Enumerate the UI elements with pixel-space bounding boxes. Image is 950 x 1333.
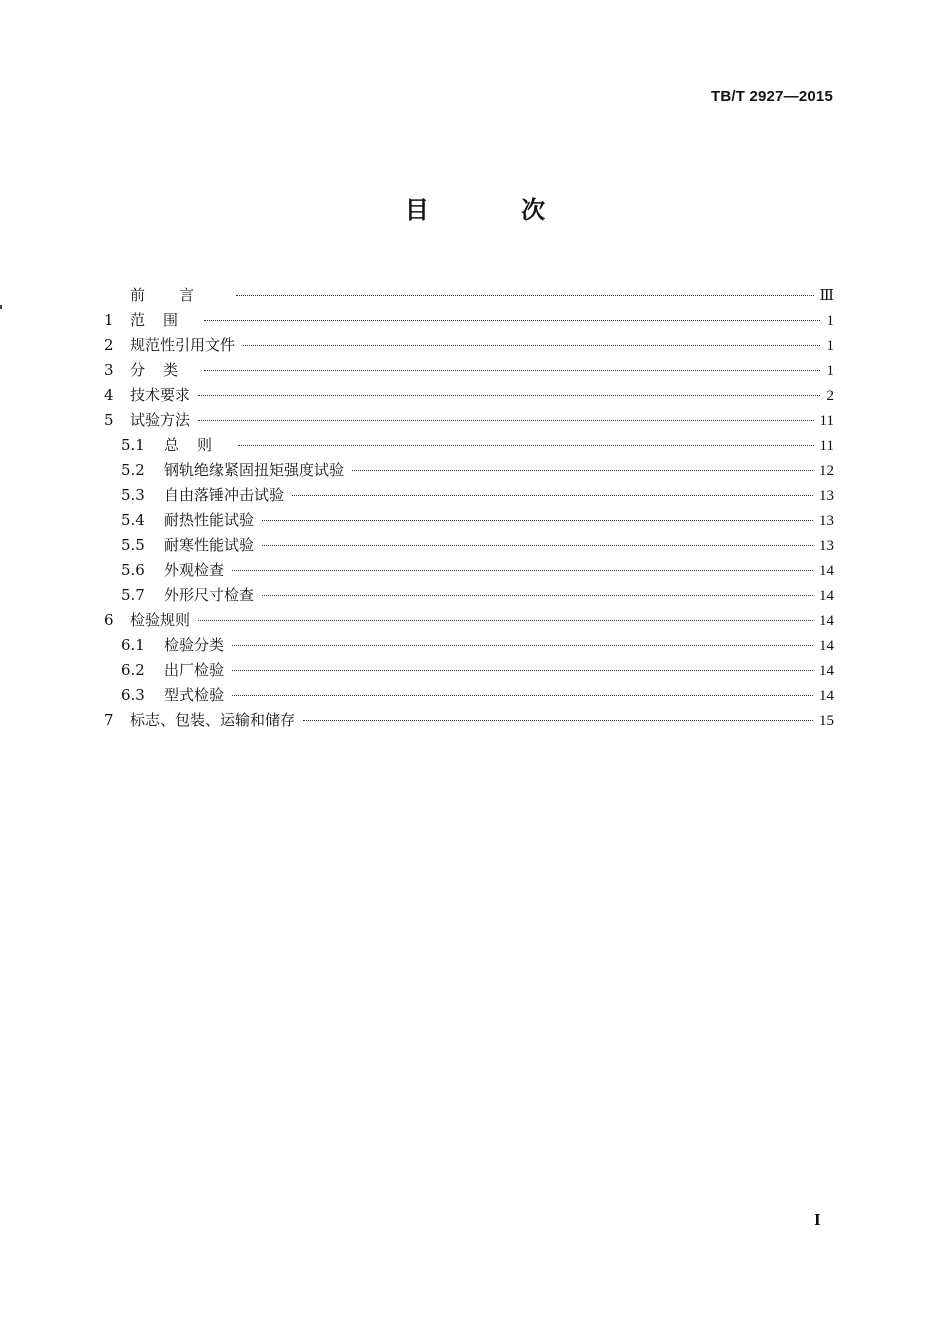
toc-entry[interactable] xyxy=(104,333,834,358)
toc-entry[interactable] xyxy=(104,283,834,308)
toc-entry-label: 型式检验 xyxy=(164,686,225,704)
toc-entry-label: 技术要求 xyxy=(130,386,191,404)
toc-entry-page: 14 xyxy=(819,638,834,654)
toc-entry-number: 6.3 xyxy=(121,686,145,704)
toc-entry[interactable] xyxy=(104,308,834,333)
toc-dot-leader xyxy=(243,345,820,346)
toc-entry-label: 出厂检验 xyxy=(164,661,225,679)
toc-entry-label: 外形尺寸检查 xyxy=(164,586,255,604)
toc-dot-leader xyxy=(232,670,813,671)
toc-dot-leader xyxy=(204,320,820,321)
toc-entry[interactable] xyxy=(104,483,834,508)
toc-entry-page: 11 xyxy=(819,438,834,454)
toc-entry[interactable] xyxy=(104,408,834,433)
toc-entry-page: 11 xyxy=(819,413,834,429)
toc-entry-label: 耐寒性能试验 xyxy=(164,536,255,554)
toc-dot-leader xyxy=(204,370,820,371)
toc-entry-number: 5.7 xyxy=(121,586,145,604)
toc-entry-number: 5 xyxy=(104,411,114,429)
toc-entry[interactable] xyxy=(104,558,834,583)
toc-entry-page: 1 xyxy=(826,363,834,379)
toc-entry[interactable] xyxy=(104,358,834,383)
toc-entry-number: 6.1 xyxy=(121,636,145,654)
toc-entry-label: 耐热性能试验 xyxy=(164,511,255,529)
table-of-contents xyxy=(104,283,834,733)
toc-entry-page: 12 xyxy=(819,463,834,479)
toc-entry-number: 5.2 xyxy=(121,461,145,479)
toc-dot-leader xyxy=(262,595,813,596)
toc-dot-leader xyxy=(232,570,813,571)
toc-dot-leader xyxy=(262,545,813,546)
toc-entry-number: 5.4 xyxy=(121,511,145,529)
toc-entry[interactable] xyxy=(104,508,834,533)
toc-entry-page: Ⅲ xyxy=(819,288,834,304)
toc-dot-leader xyxy=(198,420,814,421)
toc-entry[interactable] xyxy=(104,583,834,608)
toc-entry-number: 5.6 xyxy=(121,561,145,579)
toc-entry-number: 3 xyxy=(104,361,114,379)
standard-code: TB/T 2927—2015 xyxy=(710,88,833,105)
toc-entry-page: 14 xyxy=(819,588,834,604)
toc-entry[interactable] xyxy=(104,533,834,558)
toc-entry-number: 7 xyxy=(104,711,114,729)
toc-entry-label: 检验规则 xyxy=(130,611,191,629)
toc-dot-leader xyxy=(303,720,813,721)
toc-entry-page: 14 xyxy=(819,613,834,629)
toc-entry[interactable] xyxy=(104,633,834,658)
toc-entry[interactable] xyxy=(104,708,834,733)
toc-entry-page: 13 xyxy=(819,513,834,529)
margin-mark xyxy=(0,305,2,309)
toc-entry[interactable] xyxy=(104,658,834,683)
toc-entry-page: 13 xyxy=(819,488,834,504)
toc-entry[interactable] xyxy=(104,433,834,458)
toc-entry-number: 6.2 xyxy=(121,661,145,679)
toc-dot-leader xyxy=(352,470,813,471)
toc-entry-page: 14 xyxy=(819,563,834,579)
toc-entry[interactable] xyxy=(104,383,834,408)
toc-entry-label: 规范性引用文件 xyxy=(130,336,236,354)
toc-dot-leader xyxy=(232,695,813,696)
toc-dot-leader xyxy=(232,645,813,646)
toc-dot-leader xyxy=(236,295,814,296)
toc-entry[interactable] xyxy=(104,683,834,708)
toc-entry-number: 5.1 xyxy=(121,436,145,454)
toc-entry[interactable] xyxy=(104,608,834,633)
toc-dot-leader xyxy=(198,395,820,396)
toc-entry-page: 15 xyxy=(819,713,834,729)
toc-entry-label: 标志、包装、运输和储存 xyxy=(130,711,296,729)
toc-entry-label: 前言 xyxy=(130,286,229,304)
toc-entry-number: 5.3 xyxy=(121,486,145,504)
toc-dot-leader xyxy=(238,445,814,446)
toc-entry-number: 2 xyxy=(104,336,114,354)
toc-entry-label: 分类 xyxy=(130,361,197,379)
toc-entry-label: 总则 xyxy=(164,436,231,454)
toc-entry-page: 1 xyxy=(826,338,834,354)
toc-entry-page: 1 xyxy=(826,313,834,329)
toc-entry-label: 试验方法 xyxy=(130,411,191,429)
toc-entry-number: 6 xyxy=(104,611,114,629)
toc-entry-page: 14 xyxy=(819,688,834,704)
toc-entry-label: 外观检查 xyxy=(164,561,225,579)
toc-entry-label: 钢轨绝缘紧固扭矩强度试验 xyxy=(164,461,345,479)
page-title: 目 次 xyxy=(404,196,588,224)
toc-entry-number: 4 xyxy=(104,386,114,404)
toc-entry-label: 自由落锤冲击试验 xyxy=(164,486,285,504)
toc-dot-leader xyxy=(292,495,813,496)
toc-dot-leader xyxy=(262,520,813,521)
toc-entry-label: 检验分类 xyxy=(164,636,225,654)
toc-entry-number: 1 xyxy=(104,311,114,329)
toc-entry[interactable] xyxy=(104,458,834,483)
toc-entry-label: 范围 xyxy=(130,311,197,329)
toc-entry-page: 14 xyxy=(819,663,834,679)
page-number: I xyxy=(814,1210,821,1229)
toc-dot-leader xyxy=(198,620,813,621)
toc-entry-number: 5.5 xyxy=(121,536,145,554)
toc-entry-page: 2 xyxy=(826,388,834,404)
toc-entry-page: 13 xyxy=(819,538,834,554)
